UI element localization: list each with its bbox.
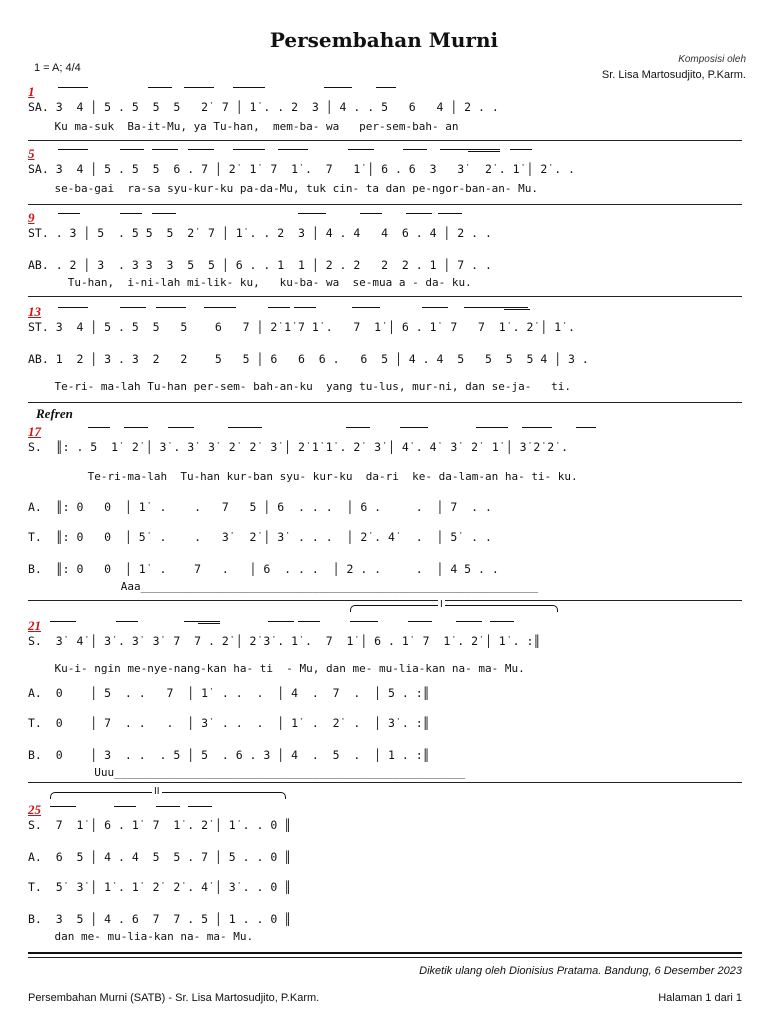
lyric-line: se-ba-gai ra-sa syu-kur-ku pa-da-Mu, tuk cin- ta dan pe-ngor-ban-an- Mu. bbox=[28, 182, 538, 195]
measure-number: 17 bbox=[28, 424, 41, 439]
notation-line-b: B. 0 │ 3 . . . 5 │ 5 . 6 . 3 │ 4 . 5 . │ 1 . :║ bbox=[28, 748, 430, 762]
composer-name: Sr. Lisa Martosudjito, P.Karm. bbox=[601, 69, 746, 81]
song-title: Persembahan Murni bbox=[269, 28, 499, 52]
system-1 bbox=[28, 84, 742, 140]
notation-line-s: S. ║: . 5 1̇ 2̇ │ 3̇ . 3̇ 3̇ 2̇ 2̇ 3̇ │ 2̇ 1̇ 1̇ . 2̇ 3̇ │ 4̇ . 4̇ 3̇ 2̇ 1̇ │ 3̇ 2̇ 2̇ . bbox=[28, 440, 569, 454]
first-ending-bracket bbox=[350, 605, 558, 612]
notation-line-a: A. 6 5 │ 4 . 4 5 5 . 7 │ 5 . . 0 ║ bbox=[28, 850, 292, 864]
system-13 bbox=[28, 304, 742, 400]
measure-number: 5 bbox=[28, 146, 35, 161]
system-21 bbox=[28, 599, 742, 780]
page-number: Halaman 1 dari 1 bbox=[658, 992, 742, 1004]
system-divider bbox=[28, 140, 742, 141]
page-footer bbox=[28, 992, 742, 1004]
system-divider bbox=[28, 296, 742, 297]
notation-line-a: A. ║: 0 0 │ 1̇ . . 7 5 │ 6 . . . │ 6 . . │ 7 . . bbox=[28, 500, 492, 514]
second-ending-label: II bbox=[154, 786, 160, 797]
notation-line-s: S. 7 1̇ │ 6 . 1̇ 7 1̇ . 2̇ │ 1̇ . . 0 ║ bbox=[28, 818, 292, 832]
notation-line: SA. 3 4 │ 5 . 5 5 6 . 7 │ 2̇ 1̇ 7 1̇ . 7 1̇ │ 6 . 6 3 3̇ 2̇ . 1̇ │ 2̇ . . bbox=[28, 162, 575, 176]
measure-number: 13 bbox=[28, 304, 41, 319]
second-ending-bracket bbox=[50, 792, 286, 799]
lyric-line: Te-ri- ma-lah Tu-han per-sem- bah-an-ku yang tu-lus, mur-ni, dan se-ja- ti. bbox=[28, 380, 572, 393]
notation-line-ab: AB. 1 2 │ 3 . 3 2 2 5 5 │ 6 6 6 . 6 5 │ 4 . 4 5 5 5 5 4 │ 3 . bbox=[28, 352, 589, 366]
typing-credit: Diketik ulang oleh Dionisius Pratama. Bandung, 6 Desember 2023 bbox=[419, 965, 742, 977]
notation-line-ab: AB. . 2 │ 3 . 3 3 3 5 5 │ 6 . . 1 1 │ 2 . 2 2 2 . 1 │ 7 . . bbox=[28, 258, 492, 272]
footer-title: Persembahan Murni (SATB) - Sr. Lisa Martosudjito, P.Karm. bbox=[28, 992, 320, 1004]
lyric-line: Ku ma-suk Ba-it-Mu, ya Tu-han, mem-ba- wa per-sem-bah- an bbox=[28, 120, 459, 133]
sustain-lyric: Uuu_____________________________________________________ bbox=[28, 766, 466, 779]
notation-line-b: B. ║: 0 0 │ 1̇ . 7 . │ 6 . . . │ 2 . . . │ 4 5 . . bbox=[28, 562, 499, 576]
footer-rule-thin bbox=[28, 957, 742, 958]
notation-line-t: T. 0 │ 7 . . . │ 3̇ . . . │ 1̇ . 2̇ . │ 3̇ . :║ bbox=[28, 716, 430, 730]
sustain-lyric: Aaa____________________________________________________________ bbox=[28, 580, 538, 593]
system-9 bbox=[28, 210, 742, 296]
notation-line-b: B. 3 5 │ 4 . 6 7 7 . 5 │ 1 . . 0 ║ bbox=[28, 912, 292, 926]
system-25 bbox=[28, 788, 742, 948]
lyric-line: Ku-i- ngin me-nye-nang-kan ha- ti - Mu, dan me- mu-lia-kan na- ma- Mu. bbox=[28, 662, 525, 675]
notation-line: SA. 3 4 │ 5 . 5 5 5 2̇ 7 │ 1̇ . . 2 3 │ 4 . . 5 6 4 │ 2 . . bbox=[28, 100, 499, 114]
first-ending-label: I bbox=[440, 599, 443, 610]
key-signature: 1 = A; 4/4 bbox=[34, 62, 81, 74]
system-divider bbox=[28, 204, 742, 205]
measure-number: 9 bbox=[28, 210, 35, 225]
notation-line-t: T. ║: 0 0 │ 5̇ . . 3̇ 2̇ │ 3̇ . . . │ 2̇ . 4̇ . │ 5̇ . . bbox=[28, 530, 492, 544]
system-5 bbox=[28, 146, 742, 204]
measure-number: 21 bbox=[28, 618, 41, 633]
notation-line-t: T. 5̇ 3̇ │ 1̇ . 1̇ 2̇ 2̇ . 4̇ │ 3̇ . . 0 ║ bbox=[28, 880, 292, 894]
composer-label: Komposisi oleh bbox=[678, 54, 746, 65]
lyric-line: dan me- mu-lia-kan na- ma- Mu. bbox=[28, 930, 254, 943]
measure-number: 1 bbox=[28, 84, 35, 99]
system-17 bbox=[28, 424, 742, 596]
notation-line-s: S. 3̇ 4̇ │ 3̇ . 3̇ 3̇ 7 7 . 2̇ │ 2̇ 3̇ . 1̇ . 7 1̇ │ 6 . 1̇ 7 1̇ . 2̇ │ 1̇ . :║ bbox=[28, 634, 541, 648]
footer-rule bbox=[28, 952, 742, 954]
notation-line-a: A. 0 │ 5 . . 7 │ 1̇ . . . │ 4 . 7 . │ 5 . :║ bbox=[28, 686, 430, 700]
system-divider bbox=[28, 600, 742, 601]
system-divider bbox=[28, 402, 742, 403]
lyric-line: Tu-han, i-ni-lah mi-lik- ku, ku-ba- wa se-mua a - da- ku. bbox=[28, 276, 472, 289]
measure-number: 25 bbox=[28, 802, 41, 817]
notation-line-st: ST. . 3 │ 5 . 5 5 5 2̇ 7 │ 1̇ . . 2 3 │ 4 . 4 4 6 . 4 │ 2 . . bbox=[28, 226, 492, 240]
lyric-line: Te-ri-ma-lah Tu-han kur-ban syu- kur-ku da-ri ke- da-lam-an ha- ti- ku. bbox=[28, 470, 578, 483]
refrain-label: Refren bbox=[36, 406, 73, 421]
system-divider bbox=[28, 782, 742, 783]
notation-line-st: ST. 3 4 │ 5 . 5 5 5 6 7 │ 2̇ 1̇ 7 1̇ . 7 1̇ │ 6 . 1̇ 7 7 1̇ . 2̇ │ 1̇ . bbox=[28, 320, 575, 334]
